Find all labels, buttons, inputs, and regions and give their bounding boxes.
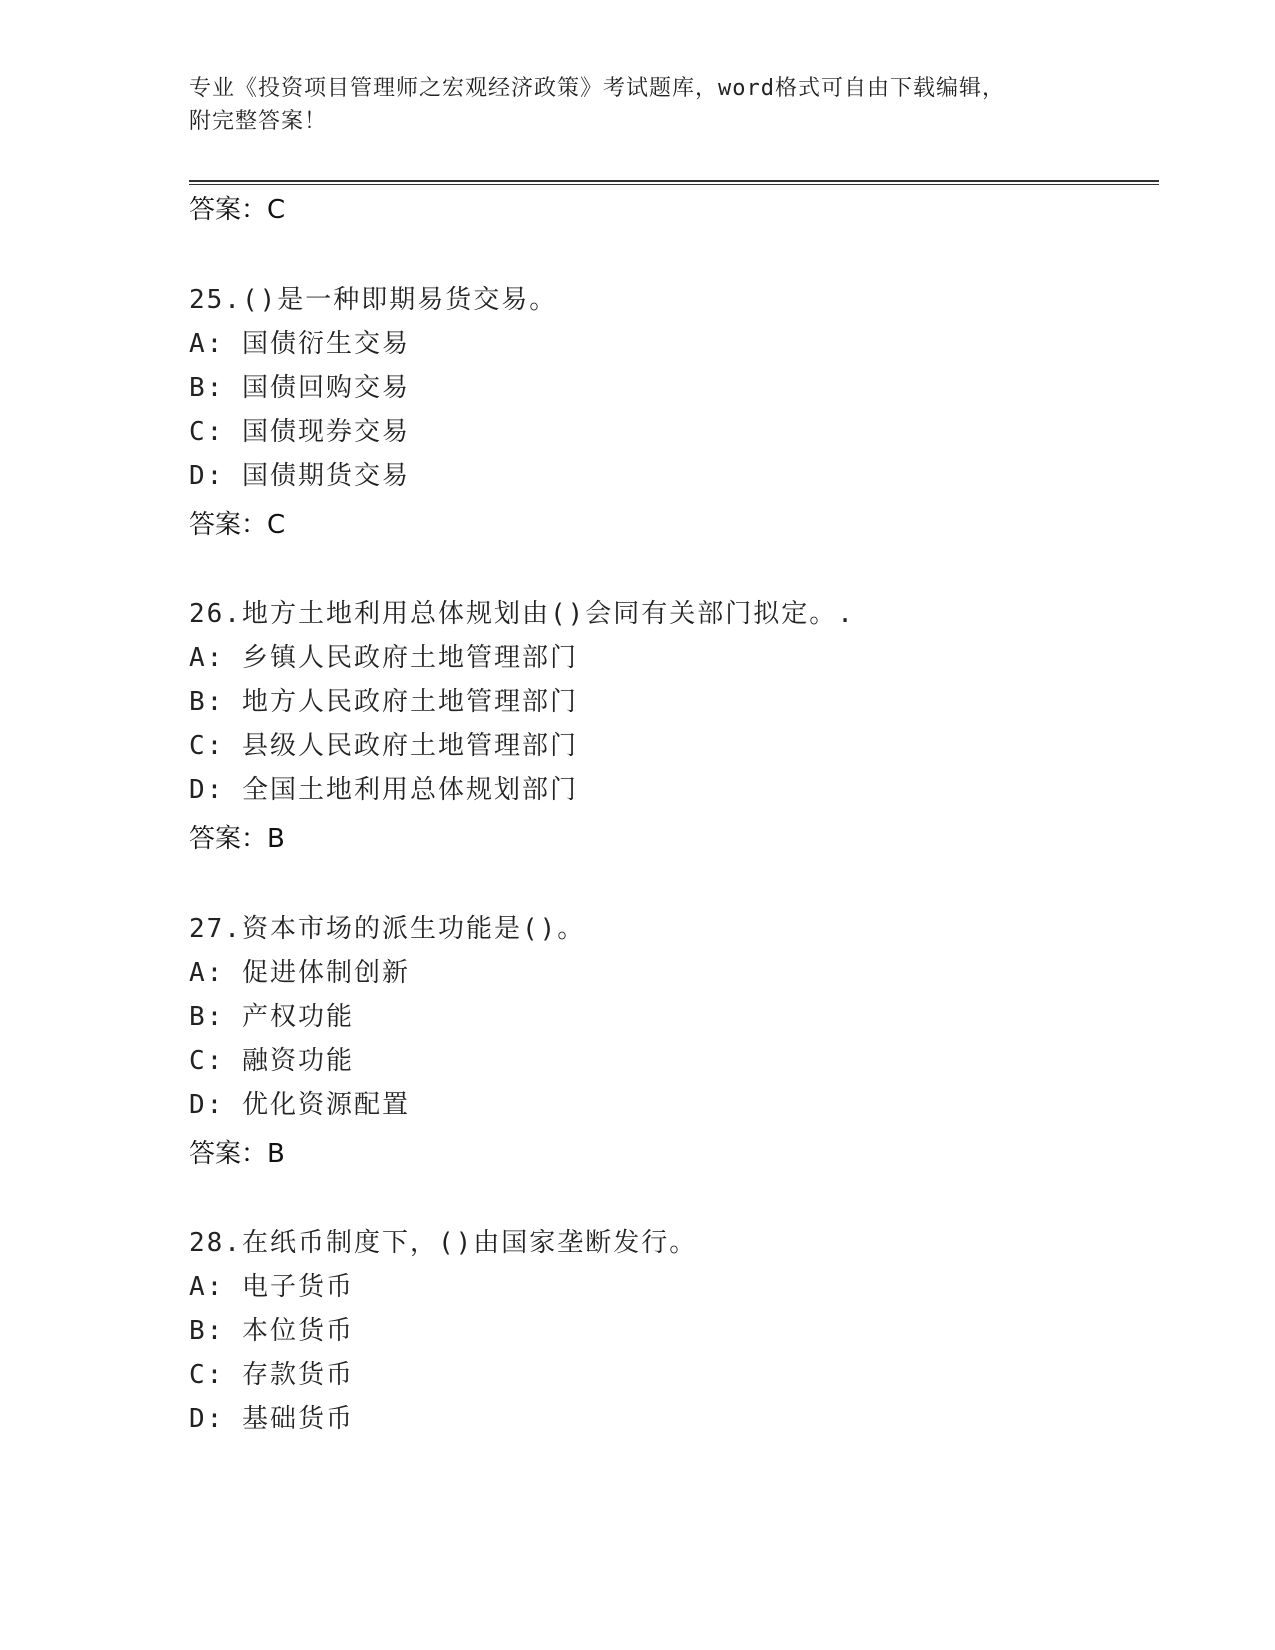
option-c: C: 融资功能 xyxy=(189,1046,354,1076)
answer-line: 答案：C xyxy=(189,195,286,225)
option-a: A: 电子货币 xyxy=(189,1272,354,1302)
answer-line: 答案：B xyxy=(189,824,285,854)
option-b: B: 国债回购交易 xyxy=(189,373,410,403)
answer-line: 答案：C xyxy=(189,510,286,540)
option-d: D: 国债期货交易 xyxy=(189,461,410,491)
option-a: A: 促进体制创新 xyxy=(189,958,410,988)
option-c: C: 存款货币 xyxy=(189,1360,354,1390)
option-a: A: 国债衍生交易 xyxy=(189,329,410,359)
option-b: B: 本位货币 xyxy=(189,1316,354,1346)
question-stem: 26.地方土地利用总体规划由()会同有关部门拟定。. xyxy=(189,599,855,629)
option-a: A: 乡镇人民政府土地管理部门 xyxy=(189,643,578,673)
header-rule xyxy=(189,180,1159,182)
option-b: B: 产权功能 xyxy=(189,1002,354,1032)
option-d: D: 基础货币 xyxy=(189,1404,354,1434)
question-stem: 25.()是一种即期易货交易。 xyxy=(189,285,558,315)
option-d: D: 优化资源配置 xyxy=(189,1090,410,1120)
header-line-1: 专业《投资项目管理师之宏观经济政策》考试题库，word格式可自由下载编辑， xyxy=(189,76,1005,101)
header-line-2: 附完整答案！ xyxy=(189,109,328,134)
option-c: C: 国债现券交易 xyxy=(189,417,410,447)
option-c: C: 县级人民政府土地管理部门 xyxy=(189,731,578,761)
question-stem: 27.资本市场的派生功能是()。 xyxy=(189,914,586,944)
answer-line: 答案：B xyxy=(189,1139,285,1169)
option-b: B: 地方人民政府土地管理部门 xyxy=(189,687,578,717)
question-stem: 28.在纸币制度下，()由国家垄断发行。 xyxy=(189,1228,698,1258)
header-rule-thin xyxy=(189,184,1159,185)
document-header xyxy=(189,72,1089,138)
option-d: D: 全国土地利用总体规划部门 xyxy=(189,775,578,805)
